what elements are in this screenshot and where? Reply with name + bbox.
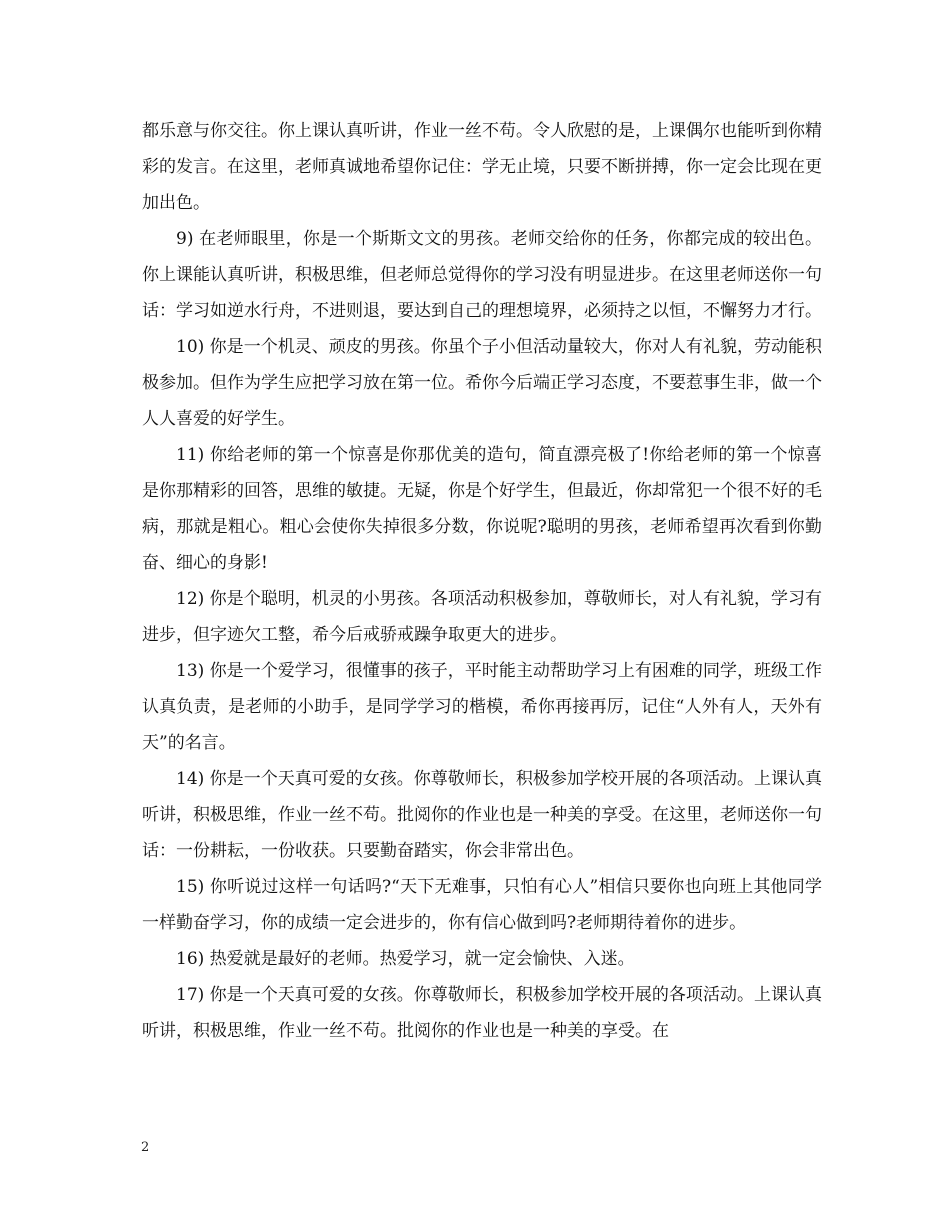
paragraph-comment-13: 13) 你是一个爱学习，很懂事的孩子，平时能主动帮助学习上有困难的同学，班级工作认真负责，是老师的小助手，是同学学习的楷模，希你再接再厉，记住“人外有人，天外有天”的名言。 <box>142 661 822 753</box>
page-number: 2 <box>141 1140 150 1155</box>
paragraph-comment-15: 15) 你听说过这样一句话吗?“天下无难事，只怕有心人”相信只要你也向班上其他同学一样勤奋学习，你的成绩一定会进步的，你有信心做到吗?老师期待着你的进步。 <box>142 877 822 933</box>
page-body <box>142 113 822 1049</box>
paragraph-comment-16: 16) 热爱就是最好的老师。热爱学习，就一定会愉快、入迷。 <box>176 949 635 969</box>
paragraph-comment-14: 14) 你是一个天真可爱的女孩。你尊敬师长，积极参加学校开展的各项活动。上课认真听讲，积极思维，作业一丝不苟。批阅你的作业也是一种美的享受。在这里，老师送你一句话：一份耕耘，一份收获。只要勤奋踏实，你会非常出色。 <box>142 769 822 861</box>
paragraph-comment-11: 11) 你给老师的第一个惊喜是你那优美的造句，简直漂亮极了!你给老师的第一个惊喜是你那精彩的回答，思维的敏捷。无疑，你是个好学生，但最近，你却常犯一个很不好的毛病，那就是粗心。粗心会使你失掉很多分数，你说呢?聪明的男孩，老师希望再次看到你勤奋、细心的身影! <box>142 445 822 573</box>
paragraph-comment-12: 12) 你是个聪明，机灵的小男孩。各项活动积极参加，尊敬师长，对人有礼貌，学习有进步，但字迹欠工整，希今后戒骄戒躁争取更大的进步。 <box>142 589 822 645</box>
paragraph-comment-10: 10) 你是一个机灵、顽皮的男孩。你虽个子小但活动量较大，你对人有礼貌，劳动能积极参加。但作为学生应把学习放在第一位。希你今后端正学习态度，不要惹事生非，做一个人人喜爱的好学生。 <box>142 337 822 429</box>
paragraph-comment-9: 9) 在老师眼里，你是一个斯斯文文的男孩。老师交给你的任务，你都完成的较出色。你上课能认真听讲，积极思维，但老师总觉得你的学习没有明显进步。在这里老师送你一句话：学习如逆水行舟，不进则退，要达到自己的理想境界，必须持之以恒，不懈努力才行。 <box>142 229 822 321</box>
paragraph-comment-17: 17) 你是一个天真可爱的女孩。你尊敬师长，积极参加学校开展的各项活动。上课认真听讲，积极思维，作业一丝不苟。批阅你的作业也是一种美的享受。在 <box>142 985 822 1041</box>
paragraph-continuation: 都乐意与你交往。你上课认真听讲，作业一丝不苟。令人欣慰的是，上课偶尔也能听到你精彩的发言。在这里，老师真诚地希望你记住：学无止境，只要不断拼搏，你一定会比现在更加出色。 <box>142 121 822 213</box>
